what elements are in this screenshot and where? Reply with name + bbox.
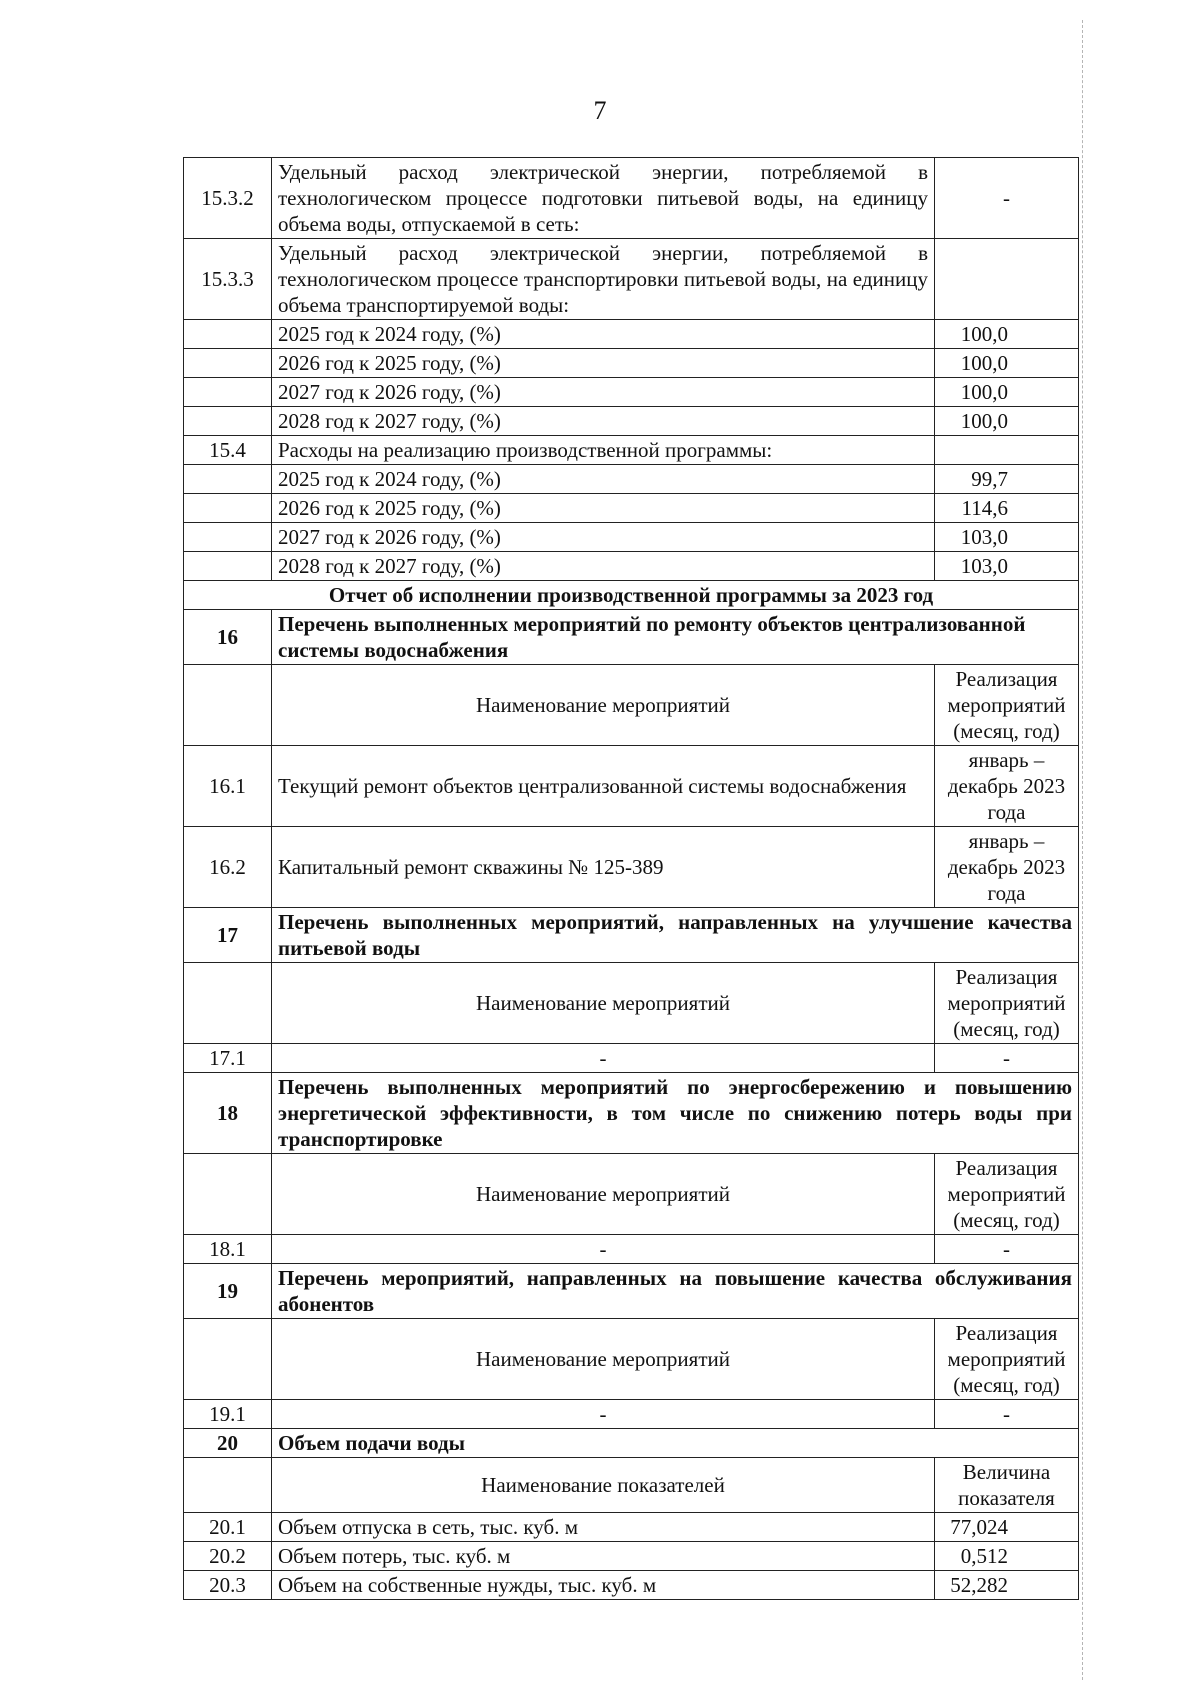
row-text: 2025 год к 2024 году, (%) (272, 320, 935, 349)
row-text: - (272, 1400, 935, 1429)
row-text: 2025 год к 2024 году, (%) (272, 465, 935, 494)
empty-cell (184, 665, 272, 746)
section-number: 16 (184, 610, 272, 665)
row-text: - (272, 1235, 935, 1264)
row-number: 15.4 (184, 436, 272, 465)
row-value: январь – декабрь 2023 года (935, 746, 1079, 827)
table-row (184, 239, 1079, 320)
row-number (184, 494, 272, 523)
table-row (184, 494, 1079, 523)
row-value: январь – декабрь 2023 года (935, 827, 1079, 908)
header-impl-column: Реализация мероприятий (месяц, год) (935, 1154, 1079, 1235)
row-number: 19.1 (184, 1400, 272, 1429)
row-text: 2026 год к 2025 году, (%) (272, 349, 935, 378)
row-number (184, 465, 272, 494)
table-row (184, 320, 1079, 349)
row-value: - (935, 1044, 1079, 1073)
section-18-header (184, 1073, 1079, 1154)
row-text: Удельный расход электрической энергии, потребляемой в технологическом процессе транспортировки питьевой воды, на единицу объема транспортируемой воды: (272, 239, 935, 320)
table-row (184, 436, 1079, 465)
row-value: 103,0 (935, 523, 1079, 552)
header-name-column: Наименование мероприятий (272, 1319, 935, 1400)
row-value: 100,0 (935, 378, 1079, 407)
row-number: 17.1 (184, 1044, 272, 1073)
section-title: Перечень мероприятий, направленных на повышение качества обслуживания абонентов (272, 1264, 1079, 1319)
empty-cell (184, 1458, 272, 1513)
page-number: 7 (593, 96, 607, 125)
header-impl-column: Реализация мероприятий (месяц, год) (935, 1319, 1079, 1400)
row-value: 52,282 (935, 1571, 1079, 1600)
row-value: 103,0 (935, 552, 1079, 581)
report-title-row (184, 581, 1079, 610)
row-text: Капитальный ремонт скважины № 125-389 (272, 827, 935, 908)
table-row (184, 827, 1079, 908)
table-row (184, 746, 1079, 827)
section-title: Объем подачи воды (272, 1429, 1079, 1458)
table-row (184, 378, 1079, 407)
header-name-column: Наименование мероприятий (272, 963, 935, 1044)
row-value: 99,7 (935, 465, 1079, 494)
row-number: 16.1 (184, 746, 272, 827)
section-number: 18 (184, 1073, 272, 1154)
empty-cell (184, 1319, 272, 1400)
column-header-row (184, 1319, 1079, 1400)
row-value: 100,0 (935, 349, 1079, 378)
row-number (184, 378, 272, 407)
row-text: - (272, 1044, 935, 1073)
column-header-row (184, 1154, 1079, 1235)
section-title: Перечень выполненных мероприятий, направленных на улучшение качества питьевой воды (272, 908, 1079, 963)
row-text: Объем на собственные нужды, тыс. куб. м (272, 1571, 935, 1600)
header-name-column: Наименование показателей (272, 1458, 935, 1513)
row-text: 2027 год к 2026 году, (%) (272, 523, 935, 552)
row-value: 0,512 (935, 1542, 1079, 1571)
section-number: 19 (184, 1264, 272, 1319)
row-number (184, 552, 272, 581)
section-title: Перечень выполненных мероприятий по ремонту объектов централизованной системы водоснабжения (272, 610, 1079, 665)
row-number (184, 407, 272, 436)
column-header-row (184, 963, 1079, 1044)
report-title: Отчет об исполнении производственной программы за 2023 год (184, 581, 1079, 610)
header-impl-column: Реализация мероприятий (месяц, год) (935, 665, 1079, 746)
table-row (184, 158, 1079, 239)
row-number (184, 523, 272, 552)
row-number (184, 349, 272, 378)
row-text: 2027 год к 2026 году, (%) (272, 378, 935, 407)
row-number: 15.3.2 (184, 158, 272, 239)
table-row (184, 1044, 1079, 1073)
table-row (184, 465, 1079, 494)
row-value: 114,6 (935, 494, 1079, 523)
table-row (184, 552, 1079, 581)
row-value (935, 239, 1079, 320)
row-text: Удельный расход электрической энергии, потребляемой в технологическом процессе подготовки питьевой воды, на единицу объема воды, отпускаемой в сеть: (272, 158, 935, 239)
row-number: 20.1 (184, 1513, 272, 1542)
empty-cell (184, 1154, 272, 1235)
row-text: Объем потерь, тыс. куб. м (272, 1542, 935, 1571)
row-value: - (935, 1235, 1079, 1264)
column-header-row (184, 665, 1079, 746)
header-value-column: Величина показателя (935, 1458, 1079, 1513)
row-value: 77,024 (935, 1513, 1079, 1542)
table-row (184, 1235, 1079, 1264)
row-text: Текущий ремонт объектов централизованной системы водоснабжения (272, 746, 935, 827)
row-number: 15.3.3 (184, 239, 272, 320)
row-text: 2028 год к 2027 году, (%) (272, 407, 935, 436)
table-row (184, 1571, 1079, 1600)
table-row (184, 1542, 1079, 1571)
row-value: - (935, 1400, 1079, 1429)
row-text: Объем отпуска в сеть, тыс. куб. м (272, 1513, 935, 1542)
section-20-header (184, 1429, 1079, 1458)
header-name-column: Наименование мероприятий (272, 1154, 935, 1235)
row-value: 100,0 (935, 320, 1079, 349)
table-row (184, 407, 1079, 436)
section-title: Перечень выполненных мероприятий по энергосбережению и повышению энергетической эффективности, в том числе по снижению потерь воды при транспортировке (272, 1073, 1079, 1154)
row-value (935, 436, 1079, 465)
row-text: Расходы на реализацию производственной программы: (272, 436, 935, 465)
table-row (184, 1400, 1079, 1429)
table-row (184, 1513, 1079, 1542)
row-number: 20.3 (184, 1571, 272, 1600)
row-text: 2028 год к 2027 году, (%) (272, 552, 935, 581)
row-number (184, 320, 272, 349)
section-number: 20 (184, 1429, 272, 1458)
row-number: 18.1 (184, 1235, 272, 1264)
header-impl-column: Реализация мероприятий (месяц, год) (935, 963, 1079, 1044)
section-19-header (184, 1264, 1079, 1319)
table-row (184, 349, 1079, 378)
section-number: 17 (184, 908, 272, 963)
header-name-column: Наименование мероприятий (272, 665, 935, 746)
row-value: 100,0 (935, 407, 1079, 436)
table-row (184, 523, 1079, 552)
column-header-row (184, 1458, 1079, 1513)
program-table (183, 157, 1079, 1600)
row-text: 2026 год к 2025 году, (%) (272, 494, 935, 523)
row-number: 20.2 (184, 1542, 272, 1571)
section-16-header (184, 610, 1079, 665)
scan-artifact-line (1082, 20, 1083, 1680)
row-number: 16.2 (184, 827, 272, 908)
row-value: - (935, 158, 1079, 239)
section-17-header (184, 908, 1079, 963)
empty-cell (184, 963, 272, 1044)
